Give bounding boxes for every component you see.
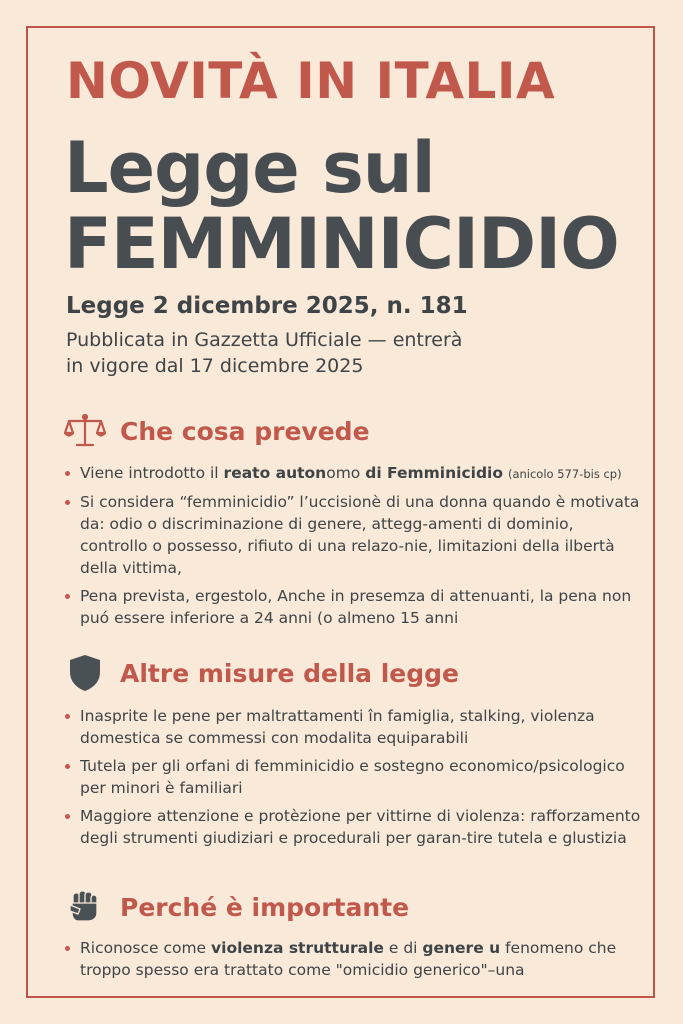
title-line-1: Legge sul <box>64 127 435 209</box>
list-item: Maggiore attenzione e protèzione per vittirne di violenza: rafforzamento degli strumenti giudiziari e procedurali per garan-tire tutela e glustizia <box>64 805 644 849</box>
bullet-bold: di Femminicidio <box>365 464 504 482</box>
list-item <box>64 937 644 981</box>
section-other-measures <box>64 652 459 694</box>
law-reference: Legge 2 dicembre 2025, n. 181 <box>66 293 468 319</box>
section-3-list <box>64 937 644 987</box>
section-heading: Altre misure della legge <box>120 658 459 688</box>
bullet-citation: (anicolo 577-bis cp) <box>507 467 622 481</box>
section-what-it-provides <box>64 410 370 452</box>
bullet-text: e di <box>383 939 423 957</box>
list-item: Inasprite le pene per maltrattamenti în famiglia, stalking, violenza domestica se commessi con modalita equiparabili <box>64 705 644 749</box>
kicker-heading: NOVITÀ IN ITALIA <box>66 52 556 110</box>
publication-line-2: in vigore dal 17 dicembre 2025 <box>66 355 364 377</box>
scales-icon <box>64 410 106 452</box>
publication-note <box>66 327 462 379</box>
bullet-bold: violenza strutturale <box>211 939 384 957</box>
list-item <box>64 462 644 485</box>
shield-icon <box>64 652 106 694</box>
publication-line-1: Pubblicata in Gazzetta Ufficiale — entrerà <box>66 329 463 351</box>
section-heading: Che cosa prevede <box>120 416 370 446</box>
list-item: Si considera “femminicidio” l’uccisionè di una donna quando è motivata da: odio o discriminazione di genere, attegg-amenti di dominio, controllo o possesso, rifiuto di una relazo-nie, limitazioni della ilbertà della vittima, <box>64 491 644 579</box>
bullet-bold: genere u <box>422 939 501 957</box>
bullet-text: fenomeno che troppo spesso era trattato come "omicidio generico"–una <box>80 939 617 979</box>
section-2-list <box>64 705 644 855</box>
section-heading: Perché è importante <box>120 892 410 922</box>
section-1-list <box>64 462 644 635</box>
title-line-2: FEMMINICIDIO <box>64 203 619 285</box>
raised-fist-icon <box>64 886 106 928</box>
section-why-important <box>64 886 409 928</box>
page-title <box>64 127 619 285</box>
bullet-text: Viene introdotto il <box>80 464 224 482</box>
bullet-bold: reato auton <box>223 464 327 482</box>
list-item: Pena prevista, ergestolo, Anche in presemza di attenuanti, la pena non puó essere inferiore a 24 anni (o almeno 15 anni <box>64 585 644 629</box>
bullet-text: Riconosce come <box>80 939 212 957</box>
list-item: Tutela per gli orfani di femminicidio e sostegno economico/psicologico per minori è familiari <box>64 755 644 799</box>
bullet-text: omo <box>326 464 366 482</box>
